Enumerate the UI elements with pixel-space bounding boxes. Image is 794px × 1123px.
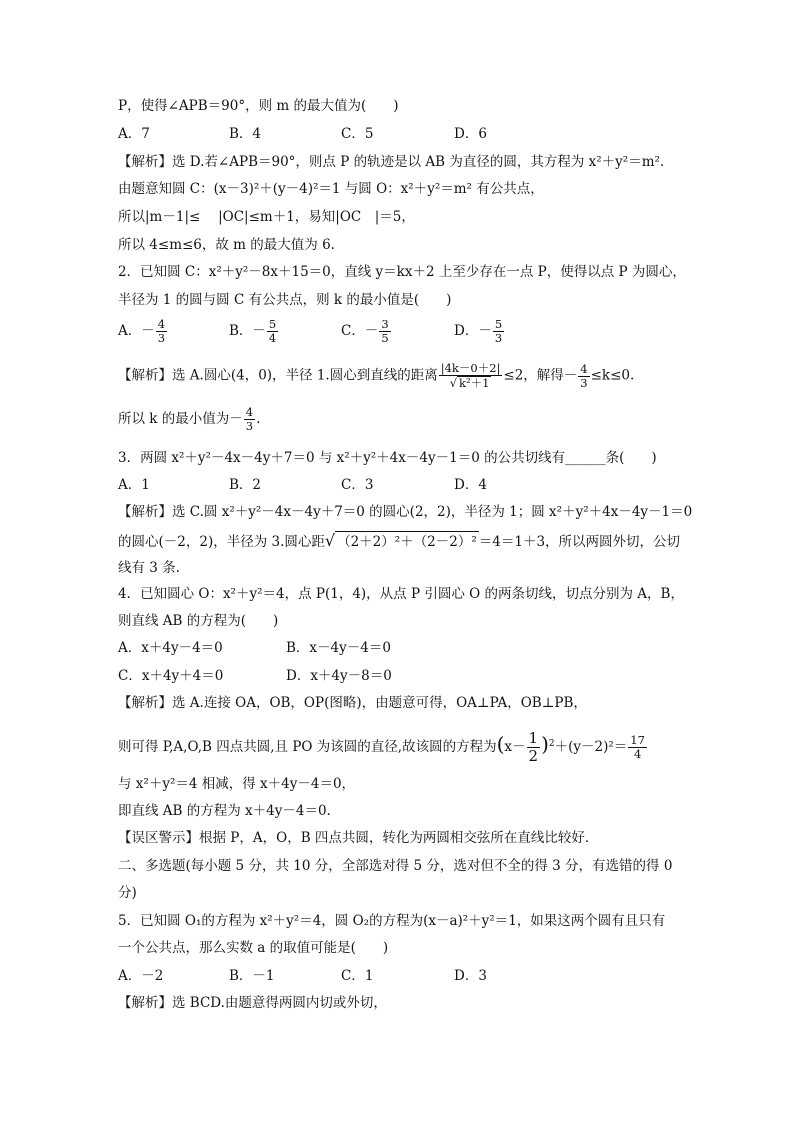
q2-conclusion-end: . <box>256 411 261 427</box>
q3-option-b: B．2 <box>229 477 262 493</box>
q4-stem-line-2: 则直线 AB 的方程为( ) <box>118 613 279 629</box>
q3-solution-line-2 <box>118 531 680 552</box>
q3-stem: 3．两圆 x²＋y²－4x－4y＋7＝0 与 x²＋y²＋4x－4y－1＝0 的公共切线有______条( ) <box>118 450 657 466</box>
q1-solution-line-2: 由题意知圆 C：(x－3)²＋(y－4)²＝1 与圆 O：x²＋y²＝m² 有公共点， <box>118 181 544 197</box>
paren-close: ) <box>541 732 549 756</box>
q5-option-d: D．3 <box>454 968 487 984</box>
q2-option-d-label: D．－ <box>454 323 492 339</box>
square-exponent: 2 <box>548 739 555 749</box>
q2-option-a <box>118 318 168 345</box>
q1-stem: P，使得∠APB＝90°，则 m 的最大值为( ) <box>118 98 399 114</box>
fraction-numerator: 5 <box>268 317 277 331</box>
q1-solution-line-3: 所以|m－1|≤ |OC|≤m＋1，易知|OC |＝5， <box>118 209 415 225</box>
q3-solution-text-end: ＝4＝1＋3，所以两圆外切，公切 <box>478 534 681 550</box>
q4-y-term: ＋(y－2)²＝ <box>554 739 628 755</box>
q2-option-d-fraction <box>493 318 504 345</box>
section-heading-line-1: 二、多选题(每小题 5 分，共 10 分，全部选对得 5 分，选对但不全的得 3 分，有选错的得 0 <box>118 858 673 874</box>
q3-option-d: D．4 <box>454 477 487 493</box>
fraction-denominator: 3 <box>157 331 166 345</box>
q4-solution-line-1: 【解析】选 A.连接 OA，OB，OP(图略)，由题意可得，OA⊥PA，OB⊥PB， <box>118 695 587 711</box>
q2-stem-line-1: 2．已知圆 C：x²＋y²－8x＋15＝0，直线 y＝kx＋2 上至少存在一点 P，使得以点 P 为圆心， <box>118 264 686 280</box>
q1-option-b: B．4 <box>229 126 262 142</box>
fraction-numerator: 4 <box>580 361 588 376</box>
q2-option-b-fraction <box>267 318 278 345</box>
fraction-denominator: 4 <box>633 747 642 761</box>
sqrt-sign: √ <box>324 531 336 550</box>
q2-option-c <box>341 318 392 345</box>
q2-option-b <box>229 318 279 345</box>
q2-solution-text-mid: ≤2，解得－ <box>503 367 578 384</box>
q2-solution-text-end: ≤k≤0. <box>590 367 635 384</box>
q5-stem-line-1: 5．已知圆 O₁的方程为 x²＋y²＝4，圆 O₂的方程为(x－a)²＋y²＝1，如果这两个圆有且只有 <box>118 913 666 929</box>
sqrt-radicand: （2＋2）²＋（2－2）² <box>335 531 479 552</box>
sqrt-radicand: k²＋1 <box>459 376 490 390</box>
distance-fraction <box>439 362 503 390</box>
q1-solution-line-1: 【解析】选 D.若∠APB＝90°，则点 P 的轨迹是以 AB 为直径的圆，其方程为 x²＋y²＝m². <box>118 154 665 170</box>
q2-solution-line-2 <box>118 406 260 433</box>
q2-option-c-fraction <box>379 318 390 345</box>
q4-stem-line-1: 4．已知圆心 O：x²＋y²＝4，点 P(1，4)，从点 P 引圆心 O 的两条切线，切点分别为 A，B， <box>118 586 684 602</box>
q1-option-c: C．5 <box>341 126 374 142</box>
fraction-numerator: 4 <box>157 317 166 331</box>
bound-fraction <box>578 363 589 390</box>
q1-solution-line-4: 所以 4≤m≤6，故 m 的最大值为 6. <box>118 237 335 253</box>
fraction-numerator: 3 <box>381 317 389 331</box>
fraction-denominator: 3 <box>580 375 588 390</box>
q2-stem-line-2: 半径为 1 的圆与圆 C 有公共点，则 k 的最小值是( ) <box>118 292 452 308</box>
q3-option-a: A．1 <box>118 477 150 493</box>
q4-option-a: A．x＋4y－4＝0 <box>118 640 223 656</box>
q2-option-a-fraction <box>156 318 167 345</box>
q2-option-c-label: C．－ <box>341 323 379 339</box>
q2-conclusion-text: 所以 k 的最小值为－ <box>118 411 243 427</box>
fraction-denominator: 3 <box>245 419 254 433</box>
q5-option-a: A．－2 <box>118 968 164 984</box>
fraction-numerator: 5 <box>494 317 503 331</box>
q5-option-b: B．－1 <box>229 968 275 984</box>
q4-option-c: C．x＋4y＋4＝0 <box>118 668 224 684</box>
q3-option-c: C．3 <box>341 477 374 493</box>
q1-option-a: A．7 <box>118 126 150 142</box>
q4-solution-line-3: 与 x²＋y²＝4 相减，得 x＋4y－4＝0， <box>118 776 356 792</box>
paren-open: ( <box>496 732 505 756</box>
q1-option-d: D．6 <box>454 126 487 142</box>
q2-option-a-label: A．－ <box>118 323 155 339</box>
q3-solution-line-3: 线有 3 条. <box>118 560 180 576</box>
q2-solution-text: 【解析】选 A.圆心(4，0)，半径 1.圆心到直线的距离 <box>118 367 438 384</box>
fraction-denominator: 2 <box>528 747 539 765</box>
fraction-denominator: √ k²＋1 <box>449 376 490 390</box>
q5-solution-line-1: 【解析】选 BCD.由题意得两圆内切或外切， <box>118 995 387 1011</box>
q4-solution-line-4: 即直线 AB 的方程为 x＋4y－4＝0. <box>118 803 331 819</box>
fraction-denominator: 5 <box>381 331 389 345</box>
min-k-fraction <box>244 406 255 433</box>
q4-option-b: B．x－4y－4＝0 <box>286 640 391 656</box>
q3-solution-text: 的圆心(－2，2)，半径为 3.圆心距 <box>118 534 325 550</box>
q5-stem-line-2: 一个公共点，那么实数 a 的取值可能是( ) <box>118 940 389 956</box>
q4-x-term: x－ <box>504 739 526 755</box>
fraction-denominator: 3 <box>494 331 503 345</box>
q4-option-d: D．x＋4y－8＝0 <box>286 668 392 684</box>
q2-option-b-label: B．－ <box>229 323 266 339</box>
q5-option-c: C．1 <box>341 968 374 984</box>
half-fraction <box>527 730 541 765</box>
section-heading-line-2: 分) <box>118 885 137 901</box>
fraction-denominator: 4 <box>268 331 277 345</box>
fraction-numerator: 4 <box>245 405 254 419</box>
q4-solution-line-2 <box>118 730 648 765</box>
q2-solution-line-1 <box>118 362 634 390</box>
fraction-numerator: 1 <box>528 729 539 747</box>
fraction-numerator: |4k－0＋2| <box>440 361 501 375</box>
q2-option-d <box>454 318 505 345</box>
q4-solution-text: 则可得 P,A,O,B 四点共圆,且 PO 为该圆的直径,故该圆的方程为 <box>118 739 497 755</box>
fraction-numerator: 17 <box>630 733 645 747</box>
q3-solution-line-1: 【解析】选 C.圆 x²＋y²－4x－4y＋7＝0 的圆心(2，2)，半径为 1；圆 x²＋y²＋4x－4y－1＝0 <box>118 504 693 520</box>
q4-warning-note: 【误区警示】根据 P，A，O，B 四点共圆，转化为两圆相交弦所在直线比较好． <box>118 830 599 846</box>
radius-fraction <box>628 734 647 761</box>
